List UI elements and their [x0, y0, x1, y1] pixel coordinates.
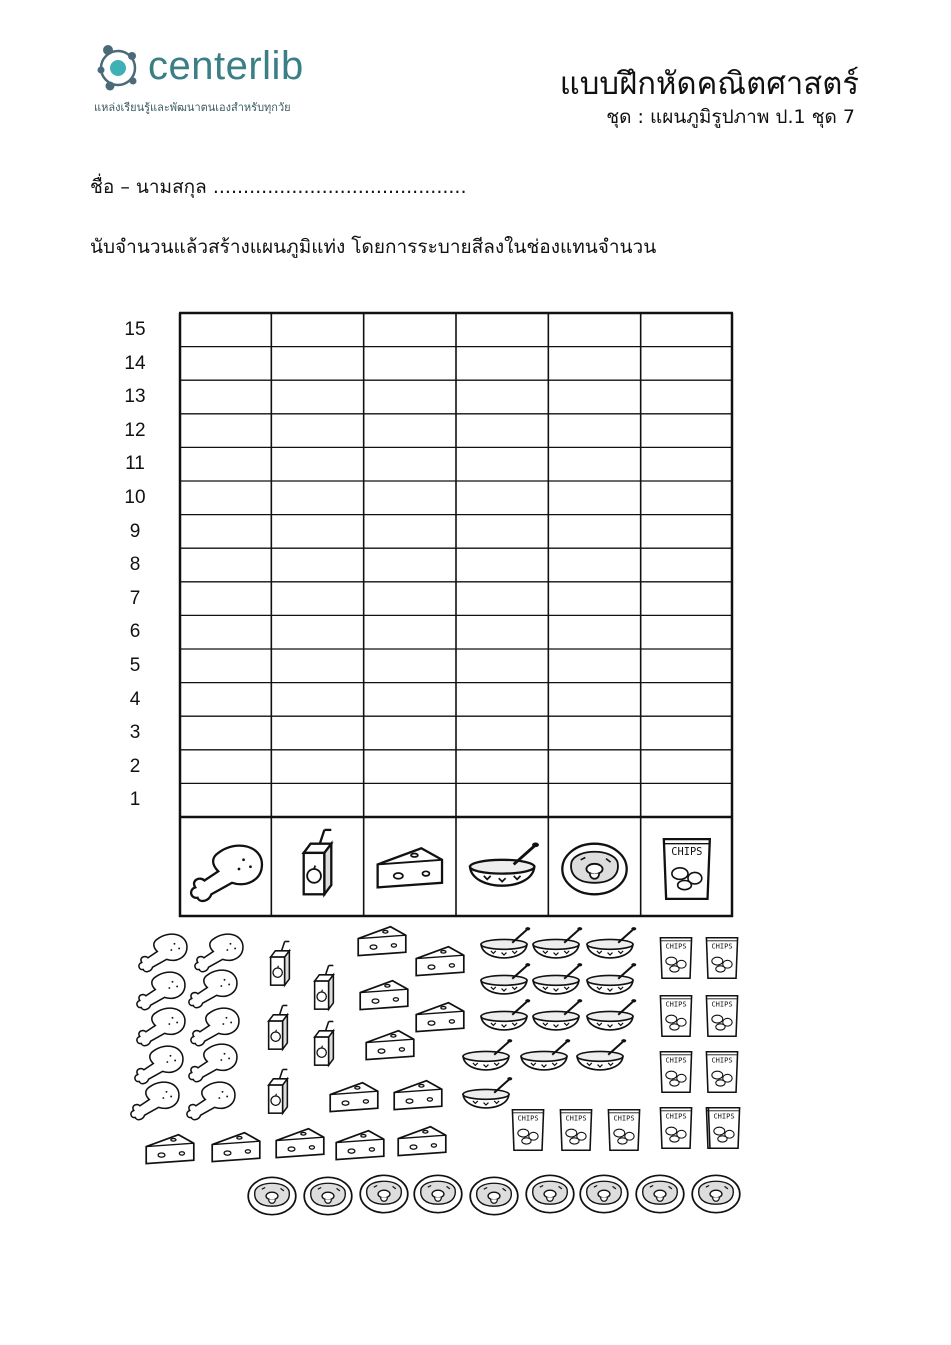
chips-bag-icon — [560, 1110, 591, 1151]
chicken-drumstick-icon — [191, 1008, 239, 1046]
cereal-bowl-icon — [587, 927, 636, 958]
chicken-drumstick-icon — [195, 934, 243, 972]
juice-box-icon — [269, 1005, 288, 1049]
donut-icon — [248, 1177, 296, 1214]
y-axis-label: 10 — [124, 487, 146, 508]
cereal-bowl-icon — [577, 1039, 626, 1070]
y-axis-label: 7 — [129, 587, 141, 609]
cereal-bowl-icon — [587, 963, 636, 994]
cereal-bowl-icon — [533, 927, 582, 958]
cereal-bowl-icon — [587, 999, 636, 1030]
donut-icon — [470, 1177, 518, 1214]
donut-icon — [304, 1177, 352, 1214]
y-axis-label: 8 — [129, 554, 141, 576]
cheese-icon — [360, 981, 408, 1010]
chicken-drumstick-icon — [189, 1044, 237, 1082]
chips-bag-icon — [660, 1108, 691, 1149]
juice-box-icon — [269, 1069, 288, 1113]
logo — [92, 40, 352, 120]
donut-icon — [562, 844, 626, 895]
juice-box-icon — [271, 941, 290, 985]
y-axis-label: 1 — [129, 789, 141, 811]
chips-bag-icon — [706, 996, 737, 1037]
donut-icon — [636, 1175, 684, 1212]
juice-box-icon — [304, 830, 332, 894]
y-axis-label: 9 — [129, 520, 141, 542]
cereal-bowl-icon — [481, 963, 530, 994]
cheese-icon — [276, 1129, 324, 1158]
cheese-icon — [336, 1131, 384, 1160]
cereal-bowl-icon — [521, 1039, 570, 1070]
student-name-line: ชื่อ – นามสกุล .......................................... — [90, 176, 467, 198]
cheese-icon — [358, 927, 406, 956]
y-axis-label: 11 — [125, 453, 145, 475]
cereal-bowl-icon — [533, 963, 582, 994]
donut-icon — [414, 1175, 462, 1212]
brand-tagline: แหล่งเรียนรู้และพัฒนาตนเองสำหรับทุกวัย — [94, 101, 291, 114]
pictures-svg — [120, 920, 760, 1220]
donut-icon — [692, 1175, 740, 1212]
chicken-drumstick-icon — [131, 1082, 179, 1120]
donut-icon — [360, 1175, 408, 1212]
chicken-drumstick-icon — [189, 970, 237, 1008]
chips-bag-icon — [706, 1052, 737, 1093]
worksheet-subtitle: ชุด : แผนภูมิรูปภาพ ป.1 ชุด 7 — [606, 106, 855, 128]
donut-icon — [580, 1175, 628, 1212]
y-axis-label: 3 — [129, 722, 141, 744]
y-axis-label: 12 — [124, 419, 146, 441]
cheese-icon — [416, 947, 464, 976]
cereal-bowl-icon — [533, 999, 582, 1030]
chips-bag-icon — [708, 1108, 739, 1149]
bar-chart-grid[interactable] — [165, 294, 733, 916]
cheese-icon — [146, 1135, 194, 1164]
chicken-drumstick-icon — [135, 1046, 183, 1084]
logo-mark-icon — [92, 40, 144, 92]
y-axis-label: 14 — [124, 352, 146, 374]
cereal-bowl-icon — [463, 1039, 512, 1070]
chips-bag-icon — [706, 938, 737, 979]
worksheet-title: แบบฝึกหัดคณิตศาสตร์ — [559, 66, 859, 102]
instruction-text: นับจำนวนแล้วสร้างแผนภูมิแท่ง โดยการระบายสีลงในช่องแทนจำนวน — [90, 236, 657, 258]
y-axis-label: 4 — [129, 688, 141, 710]
cereal-bowl-icon — [481, 927, 530, 958]
chips-bag-icon — [660, 996, 691, 1037]
juice-box-icon — [315, 1021, 334, 1065]
y-axis-label: 5 — [129, 655, 141, 676]
donut-icon — [526, 1175, 574, 1212]
chicken-drumstick-icon — [187, 1082, 235, 1120]
chicken-drumstick-icon — [137, 972, 185, 1010]
chips-bag-icon — [664, 839, 710, 899]
cheese-icon — [212, 1133, 260, 1162]
grid-svg: CHIPS — [179, 313, 733, 916]
cheese-icon — [330, 1083, 378, 1112]
chicken-drumstick-icon — [139, 934, 187, 972]
cheese-icon — [394, 1081, 442, 1110]
cheese-icon — [378, 848, 442, 887]
chips-bag-icon — [660, 938, 691, 979]
chicken-drumstick-icon — [137, 1008, 185, 1046]
cheese-icon — [366, 1031, 414, 1060]
chips-bag-icon — [608, 1110, 639, 1151]
cereal-bowl-icon — [481, 999, 530, 1030]
cheese-icon — [398, 1127, 446, 1156]
cereal-bowl-icon — [470, 843, 539, 886]
y-axis-label: 13 — [124, 386, 146, 408]
pictures-to-count — [120, 920, 760, 1220]
brand-name: centerlib — [148, 44, 304, 88]
cheese-icon — [416, 1003, 464, 1032]
cereal-bowl-icon — [463, 1077, 512, 1108]
y-axis-label: 15 — [124, 319, 146, 340]
y-axis-label: 6 — [129, 621, 141, 643]
chicken-drumstick-icon — [191, 846, 262, 901]
juice-box-icon — [315, 965, 334, 1009]
y-axis-label: 2 — [129, 755, 141, 777]
chips-bag-icon — [512, 1110, 543, 1151]
chips-bag-icon — [660, 1052, 691, 1093]
